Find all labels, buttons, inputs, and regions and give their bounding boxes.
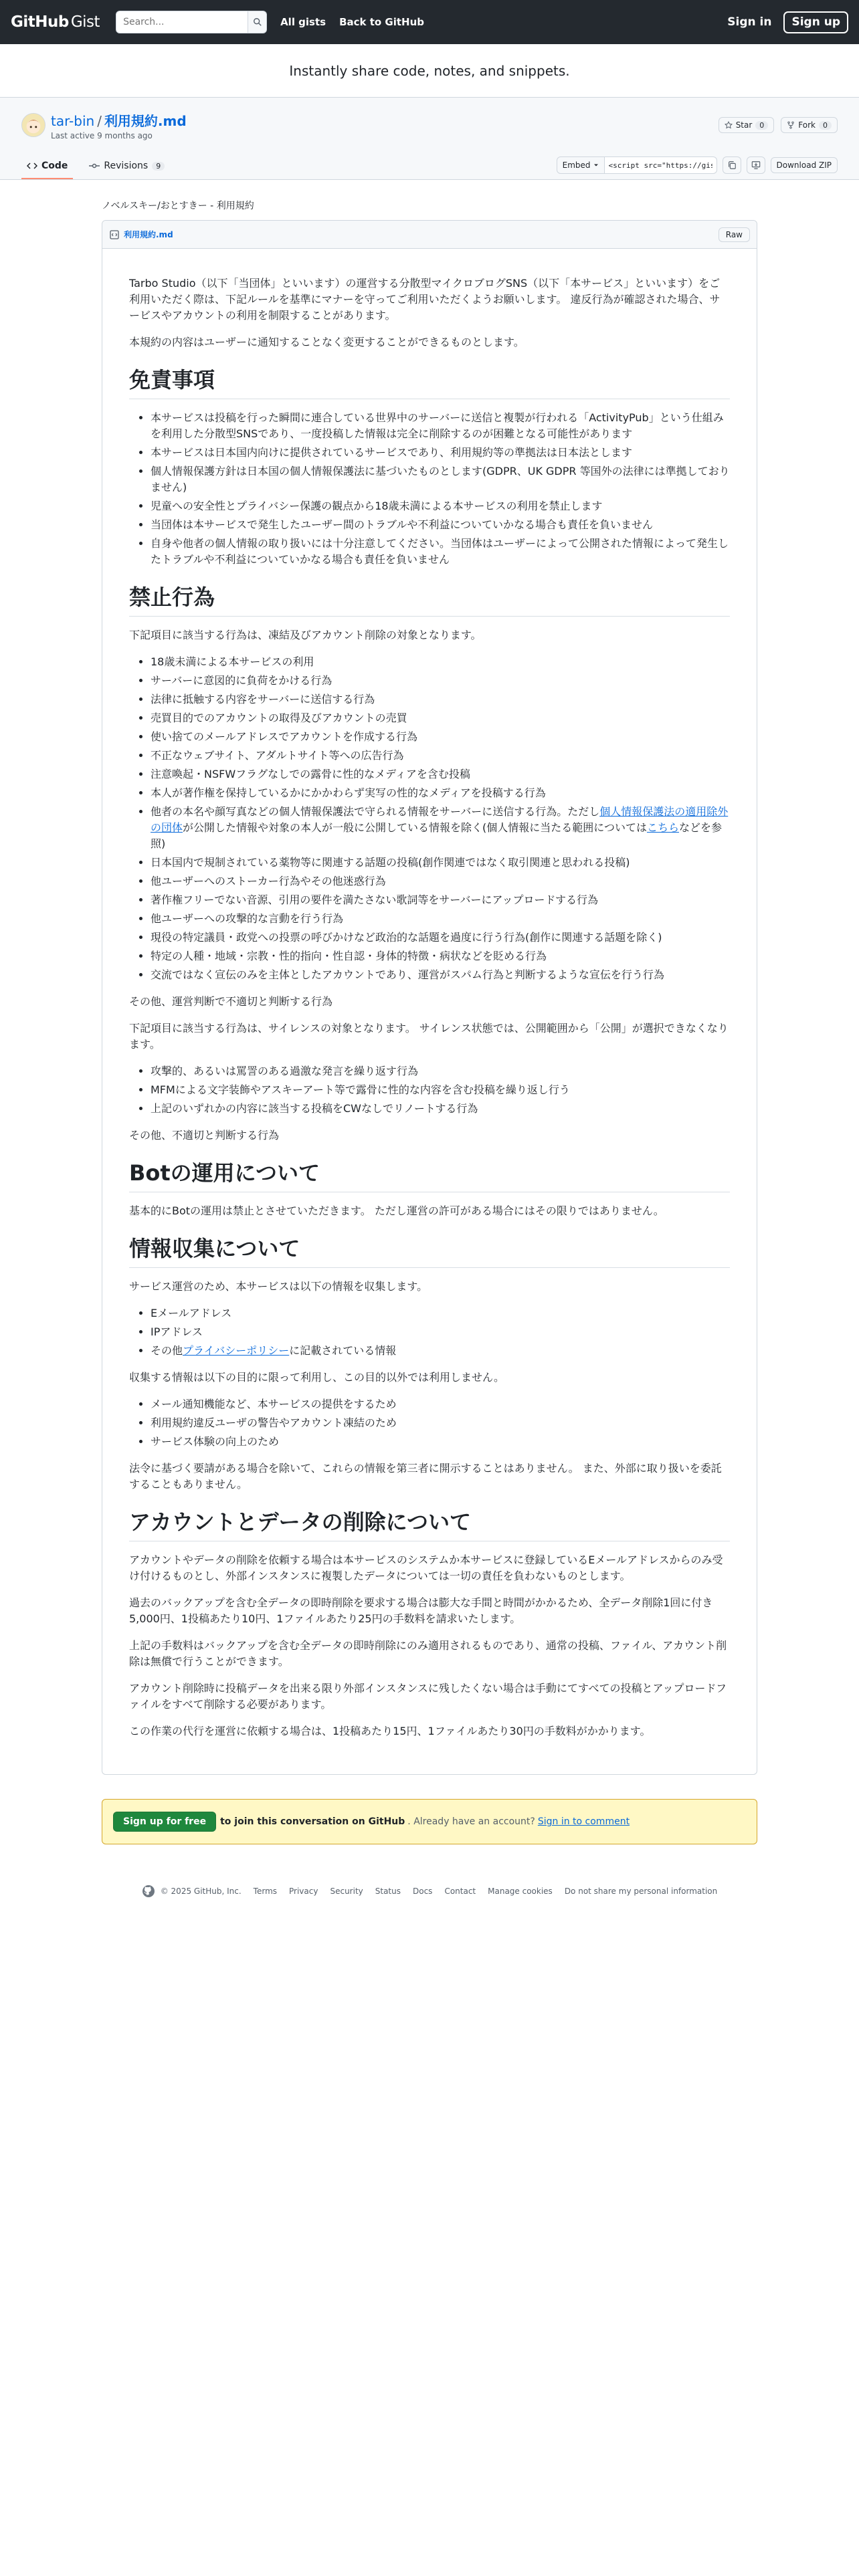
- list-item: • 交流ではなく宣伝のみを主体としたアカウントであり、運営がスパム行為と判断するような宣伝を行う行為: [151, 967, 730, 983]
- nav-back-to-github[interactable]: Back to GitHub: [339, 16, 425, 28]
- tab-revisions[interactable]: [84, 160, 170, 179]
- list-item: • サービス体験の向上のため: [151, 1434, 730, 1450]
- list-item: • 注意喚起・NSFWフラグなしでの露骨に性的なメディアを含む投稿: [151, 766, 730, 782]
- main-content: [102, 180, 757, 1898]
- disclaimer-list: [129, 410, 730, 568]
- list-item: • 日本国内で規制されている薬物等に関連する話題の投稿(創作関連ではなく取引関連と思われる投稿): [151, 855, 730, 871]
- gist-filename-link[interactable]: 利用規約.md: [104, 112, 187, 129]
- bot-paragraph: 基本的にBotの運用は禁止とさせていただきます。 ただし運営の許可がある場合にはその限りではありません。: [129, 1204, 664, 1217]
- tagline: Instantly share code, notes, and snippets.: [0, 44, 859, 98]
- notice-paragraph: 本規約の内容はユーザーに通知することなく変更することができるものとします。: [129, 336, 524, 348]
- embed-group: [557, 156, 717, 174]
- revisions-count: 9: [152, 162, 165, 171]
- list-item: • 本サービスは投稿を行った瞬間に連合している世界中のサーバーに送信と複製が行われる「ActivityPub」という仕組みを利用した分散型SNSであり、一度投稿した情報は完全に削除するのが困難となる可能性があります: [151, 410, 730, 442]
- list-item: • メール通知機能など、本サービスの提供をするため: [151, 1396, 730, 1412]
- list-item: • 自身や他者の個人情報の取り扱いには十分注意してください。当団体はユーザーによって公開された情報によって発生したトラブルや不利益についていかなる場合も責任を負いません: [151, 536, 730, 568]
- sign-in-link[interactable]: Sign in: [727, 15, 772, 29]
- gist-actions: [719, 117, 838, 133]
- copy-embed-button[interactable]: [723, 156, 741, 174]
- list-item: • 特定の人種・地域・宗教・性的指向・性自認・身体的特徴・病状などを貶める行為: [151, 948, 730, 964]
- desktop-download-icon: [751, 160, 761, 170]
- search-button[interactable]: [248, 11, 267, 33]
- pp-text-post: に記載されている情報: [289, 1344, 397, 1357]
- list-item: • 18歳未満による本サービスの利用: [151, 654, 730, 670]
- deletion-p2: 過去のバックアップを含む全データの即時削除を要求する場合は膨大な手間と時間がかかるため、全データ削除1回に付き5,000円、1投稿あたり10円、1ファイルあたり25円の手数料を請求いたします。: [129, 1596, 713, 1625]
- info-list: [129, 1305, 730, 1359]
- file-code-icon: [109, 229, 120, 240]
- tab-revisions-label: Revisions: [104, 160, 149, 171]
- embed-select[interactable]: [557, 156, 605, 174]
- heading-info: 情報収集について: [129, 1235, 730, 1268]
- author-link[interactable]: tar-bin: [51, 112, 95, 129]
- star-button[interactable]: [719, 117, 775, 133]
- site-header: [0, 0, 859, 44]
- download-zip-button[interactable]: Download ZIP: [771, 157, 838, 173]
- search-box: [116, 11, 267, 33]
- list-item: • Eメールアドレス: [151, 1305, 730, 1321]
- header-auth: [727, 11, 848, 33]
- footer-link-manage-cookies[interactable]: Manage cookies: [488, 1887, 553, 1896]
- deletion-p1: アカウントやデータの削除を依頼する場合は本サービスのシステムか本サービスに登録しているEメールアドレスからのみ受け付けるものとし、外部インスタンスに複製したデータについては一切の責任を負わないものとします。: [129, 1553, 723, 1582]
- github-logo-text: GitHub: [11, 13, 69, 31]
- purpose-lead: 収集する情報は以下の目的に限って利用し、この目的以外では利用しません。: [129, 1371, 504, 1384]
- deletion-p5: この作業の代行を運営に依頼する場合は、1投稿あたり15円、1ファイルあたり30円の手数料がかかります。: [129, 1725, 651, 1737]
- list-item-privacy: [151, 1343, 730, 1359]
- footer-link-privacy[interactable]: Privacy: [289, 1887, 318, 1896]
- list-item: • 上記のいずれかの内容に該当する投稿をCWなしでリノートする行為: [151, 1101, 730, 1117]
- fork-icon: [787, 121, 795, 129]
- footer-link-docs[interactable]: Docs: [413, 1887, 433, 1896]
- heading-deletion: アカウントとデータの削除について: [129, 1509, 730, 1541]
- gist-tools: [557, 156, 838, 179]
- star-label: Star: [735, 120, 753, 130]
- footer-link-status[interactable]: Status: [375, 1887, 401, 1896]
- title-separator: /: [97, 112, 102, 129]
- tab-code[interactable]: [21, 160, 73, 179]
- pi-text-mid: が公開した情報や対象の本人が一般に公開している情報を除く(個人情報に当たる範囲については: [183, 821, 647, 834]
- embed-url-input[interactable]: [605, 156, 717, 174]
- intro-paragraph: Tarbo Studio（以下「当団体」といいます）の運営する分散型マイクロブログSNS（以下「本サービス」といいます）をご利用いただく際は、下記ルールを基準にマナーを守ってご利用いただくようお願いします。 違反行為が確認された場合、サービスやアカウントの利用を制限することがあります。: [129, 277, 721, 322]
- embed-label: Embed: [562, 160, 591, 170]
- info-lead: サービス運営のため、本サービスは以下の情報を収集します。: [129, 1280, 428, 1293]
- privacy-policy-link[interactable]: プライバシーポリシー: [183, 1344, 290, 1357]
- pi-exemption-link[interactable]: 個人情報保護法の適用除外の団体: [151, 805, 729, 834]
- list-item: • 攻撃的、あるいは罵詈のある過激な発言を繰り返す行為: [151, 1063, 730, 1079]
- gist-tabs: [21, 151, 838, 179]
- law-note: 法令に基づく要請がある場合を除いて、これらの情報を第三者に開示することはありません。 また、外部に取り扱いを委託することもありません。: [129, 1462, 722, 1491]
- code-icon: [27, 160, 37, 171]
- silence-other: その他、不適切と判断する行為: [129, 1129, 280, 1142]
- fork-count: 0: [819, 121, 832, 130]
- copyright-text: © 2025 GitHub, Inc.: [160, 1887, 242, 1896]
- list-item: • サーバーに意図的に負荷をかける行為: [151, 673, 730, 689]
- list-item: • 利用規約違反ユーザの警告やアカウント凍結のため: [151, 1415, 730, 1431]
- last-active: Last active 9 months ago: [51, 130, 153, 140]
- list-item: • 本サービスは日本国内向けに提供されているサービスであり、利用規約等の準拠法は日本法とします: [151, 445, 730, 461]
- list-item: • 不正なウェブサイト、アダルトサイト等への広告行為: [151, 748, 730, 764]
- fork-button[interactable]: [781, 117, 838, 133]
- deletion-p3: 上記の手数料はバックアップを含む全データの即時削除にのみ適用されるものであり、通常の投稿、ファイル、アカウント削除は無償で行うことができます。: [129, 1639, 727, 1668]
- list-item: • 本人が著作権を保持しているかにかかわらず実写の性的なメディアを投稿する行為: [151, 785, 730, 801]
- prohibited-list: [129, 654, 730, 983]
- pi-text-pre: 他者の本名や顔写真などの個人情報保護法で守られる情報をサーバーに送信する行為。ただし: [151, 805, 600, 818]
- sign-up-for-free-button[interactable]: Sign up for free: [113, 1812, 216, 1832]
- list-item: • 法律に抵触する内容をサーバーに送信する行為: [151, 691, 730, 708]
- star-icon: [725, 121, 733, 129]
- open-desktop-button[interactable]: [747, 156, 765, 174]
- prohibited-other: その他、運営判断で不適切と判断する行為: [129, 995, 333, 1008]
- chevron-down-icon: [593, 163, 599, 168]
- list-item-personal-info: [151, 804, 730, 852]
- author-avatar[interactable]: [21, 113, 45, 137]
- markdown-body: [102, 249, 757, 1774]
- footer-link-terms[interactable]: Terms: [253, 1887, 278, 1896]
- list-item: • 当団体は本サービスで発生したユーザー間のトラブルや不利益についていかなる場合も責任を負いません: [151, 517, 730, 533]
- pi-here-link[interactable]: こちら: [646, 821, 679, 834]
- list-item: • IPアドレス: [151, 1324, 730, 1340]
- search-icon: [253, 17, 262, 27]
- banner-text: . Already have an account?: [407, 1816, 535, 1827]
- nav-all-gists[interactable]: All gists: [280, 16, 326, 28]
- deletion-p4: アカウント削除時に投稿データを出来る限り外部インスタンスに残したくない場合は手動にてすべての投稿とアップロードファイルをすべて削除する必要があります。: [129, 1682, 727, 1711]
- pi-text-post: などを参照): [151, 821, 722, 850]
- sign-up-button[interactable]: Sign up: [783, 11, 848, 33]
- list-item: • 他ユーザーへの攻撃的な言動を行う行為: [151, 911, 730, 927]
- heading-disclaimer: 免責事項: [129, 366, 730, 399]
- footer-link-do-not-share[interactable]: Do not share my personal information: [564, 1887, 718, 1896]
- tab-code-label: Code: [41, 160, 68, 171]
- gist-logo-suffix: Gist: [70, 13, 100, 31]
- revisions-icon: [89, 160, 100, 171]
- list-item: • MFMによる文字装飾やアスキーアート等で露骨に性的な内容を含む投稿を繰り返し行う: [151, 1082, 730, 1098]
- fork-label: Fork: [798, 120, 816, 130]
- gist-title: [51, 110, 187, 130]
- silence-list: [129, 1063, 730, 1117]
- footer-link-contact[interactable]: Contact: [444, 1887, 476, 1896]
- heading-bot: Botの運用について: [129, 1160, 730, 1192]
- sign-in-to-comment-link[interactable]: Sign in to comment: [537, 1816, 630, 1827]
- silence-lead: 下記項目に該当する行為は、サイレンスの対象となります。 サイレンス状態では、公開範囲から「公開」が選択できなくなります。: [129, 1022, 729, 1051]
- footer-copyright: [142, 1885, 242, 1898]
- file-name-link[interactable]: 利用規約.md: [124, 230, 173, 239]
- search-input[interactable]: [116, 11, 248, 33]
- list-item: • 児童への安全性とプライバシー保護の観点から18歳未満による本サービスの利用を禁止します: [151, 498, 730, 514]
- pp-text-pre: その他: [151, 1344, 183, 1357]
- avatar-face-icon: [22, 113, 45, 137]
- star-count: 0: [755, 121, 768, 130]
- gist-logo[interactable]: [11, 13, 100, 31]
- list-item: • 売買目的でのアカウントの取得及びアカウントの売買: [151, 710, 730, 726]
- raw-button[interactable]: Raw: [719, 227, 750, 242]
- copy-icon: [727, 160, 737, 170]
- list-item: • 現役の特定議員・政党への投票の呼びかけなど政治的な話題を過度に行う行為(創作に関連する話題を除く): [151, 930, 730, 946]
- list-item: • 使い捨てのメールアドレスでアカウントを作成する行為: [151, 729, 730, 745]
- github-mark-icon: [142, 1885, 155, 1898]
- signup-banner: [102, 1799, 757, 1844]
- file-box: [102, 220, 757, 1775]
- prohibited-lead: 下記項目に該当する行為は、凍結及びアカウント削除の対象となります。: [129, 629, 482, 641]
- purpose-list: [129, 1396, 730, 1450]
- site-footer: [102, 1885, 757, 1898]
- list-item: • 著作権フリーでない音源、引用の要件を満たさない歌詞等をサーバーにアップロードする行為: [151, 892, 730, 908]
- gist-header: [0, 98, 859, 180]
- list-item: • 他ユーザーへのストーカー行為やその他迷惑行為: [151, 873, 730, 889]
- file-header: [102, 221, 757, 249]
- heading-prohibited: 禁止行為: [129, 584, 730, 617]
- footer-link-security[interactable]: Security: [330, 1887, 363, 1896]
- banner-bold-text: to join this conversation on GitHub: [220, 1816, 405, 1827]
- list-item: • 個人情報保護方針は日本国の個人情報保護法に基づいたものとします(GDPR、UK GDPR 等国外の法律には準拠しておりません): [151, 463, 730, 496]
- gist-description: ノベルスキー/おとすきー - 利用規約: [102, 201, 254, 211]
